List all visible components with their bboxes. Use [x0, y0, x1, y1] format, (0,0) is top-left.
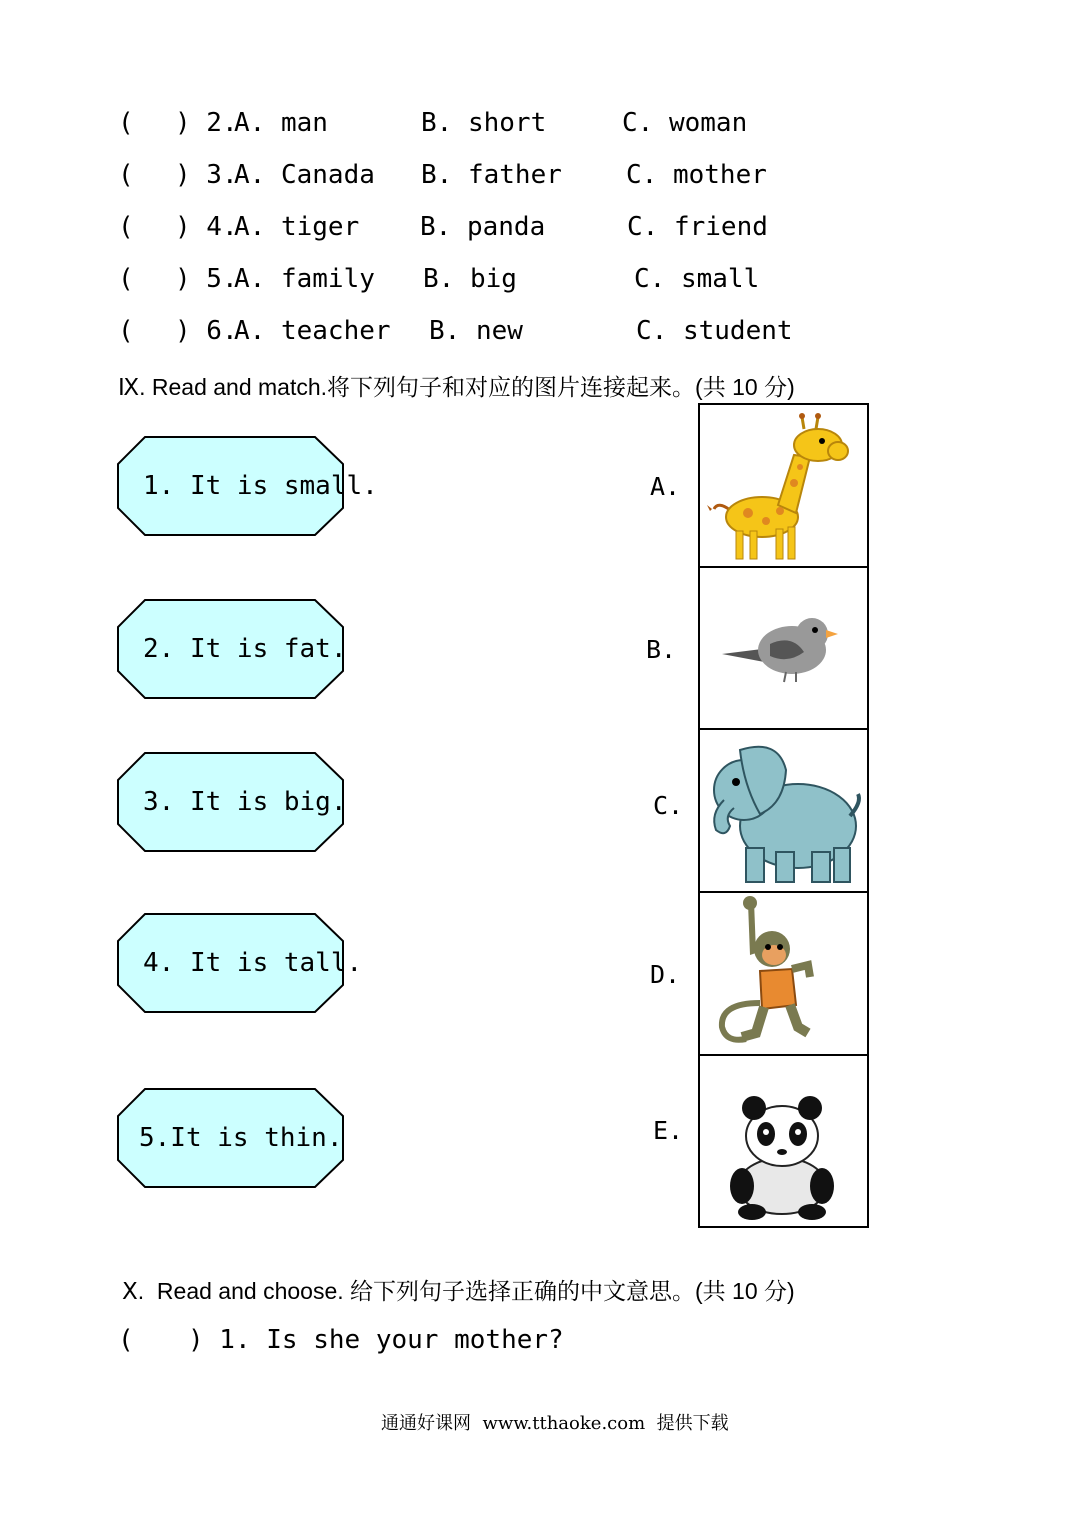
option-c: C. mother [626, 160, 767, 190]
sentence-box-1[interactable] [117, 436, 378, 536]
picture-giraffe[interactable] [698, 403, 869, 568]
answer-paren[interactable]: ( [118, 1325, 134, 1355]
question-number: ) 2. [175, 108, 238, 138]
picture-panda[interactable] [698, 1054, 869, 1228]
option-a: A. man [234, 108, 328, 138]
elephant-icon [700, 730, 867, 891]
option-c: C. student [636, 316, 793, 346]
answer-paren[interactable]: ( [118, 108, 134, 138]
question-number: ) 4. [175, 212, 238, 242]
question-number: ) 6. [175, 316, 238, 346]
section-10-heading: Ⅹ. Read and choose. 给下列句子选择正确的中文意思。(共 10 分) [122, 1278, 795, 1304]
picture-monkey[interactable] [698, 891, 869, 1056]
section-9-heading: Ⅸ. Read and match.将下列句子和对应的图片连接起来。(共 10 分) [118, 374, 795, 400]
option-a: A. tiger [234, 212, 360, 242]
sentence-box-3[interactable] [117, 752, 345, 852]
bird-icon [700, 568, 867, 728]
question-number: ) 3. [175, 160, 238, 190]
panda-icon [700, 1056, 867, 1226]
option-c: C. friend [627, 212, 768, 242]
picture-letter-c: C. [653, 791, 684, 820]
sentence-text: 4. It is tall. [143, 948, 363, 978]
picture-letter-b: B. [646, 635, 677, 664]
question-number: ) 5. [175, 264, 238, 294]
answer-paren[interactable]: ( [118, 316, 134, 346]
option-c: C. woman [622, 108, 748, 138]
option-c: C. small [634, 264, 760, 294]
option-b: B. new [429, 316, 523, 346]
question-text: ) 1. Is she your mother? [188, 1325, 564, 1355]
picture-letter-e: E. [653, 1116, 684, 1145]
picture-elephant[interactable] [698, 728, 869, 893]
giraffe-icon [700, 405, 867, 566]
sentence-text: 5.It is thin. [139, 1123, 343, 1153]
sentence-text: 3. It is big. [143, 787, 347, 817]
picture-bird[interactable] [698, 566, 869, 730]
option-b: B. short [421, 108, 547, 138]
option-b: B. big [423, 264, 517, 294]
answer-paren[interactable]: ( [118, 212, 134, 242]
sentence-text: 1. It is small. [143, 471, 378, 501]
option-b: B. panda [420, 212, 546, 242]
answer-paren[interactable]: ( [118, 264, 134, 294]
sentence-box-2[interactable] [117, 599, 345, 699]
sentence-text: 2. It is fat. [143, 634, 347, 664]
picture-letter-a: A. [650, 472, 681, 501]
sentence-box-4[interactable] [117, 913, 363, 1013]
option-a: A. Canada [234, 160, 375, 190]
answer-paren[interactable]: ( [118, 160, 134, 190]
monkey-icon [700, 893, 867, 1054]
picture-letter-d: D. [650, 960, 681, 989]
sentence-box-5[interactable] [117, 1088, 345, 1188]
option-b: B. father [421, 160, 562, 190]
option-a: A. family [234, 264, 375, 294]
footer-watermark: 通通好课网 www.tthaoke.com 提供下载 [381, 1413, 729, 1434]
option-a: A. teacher [234, 316, 391, 346]
